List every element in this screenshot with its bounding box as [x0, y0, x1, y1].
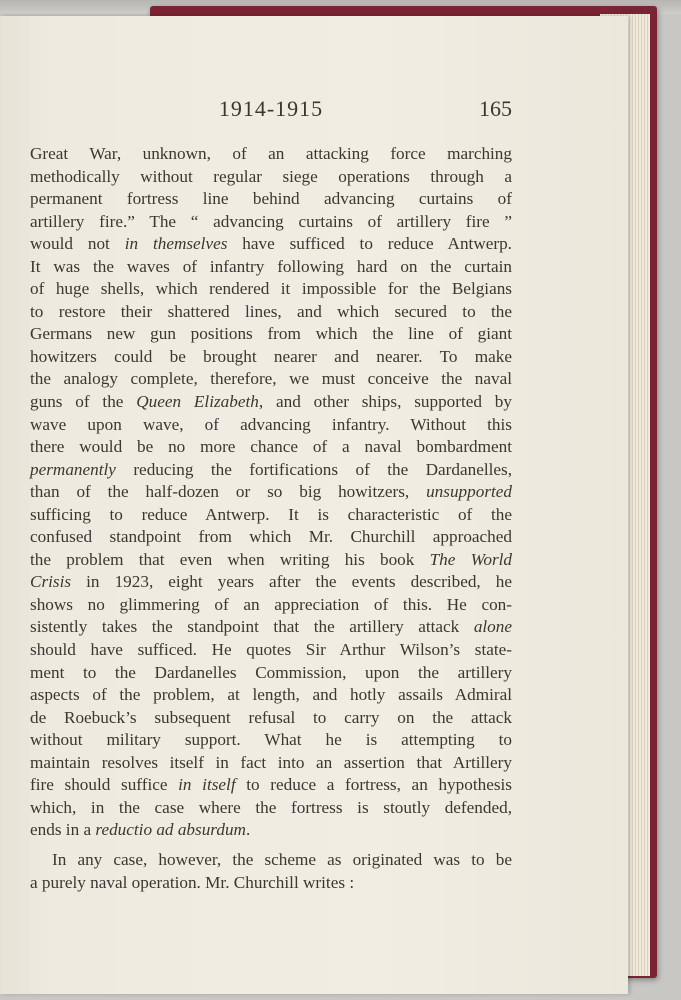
text-line: which, in the case where the fortress is stoutly defended, — [30, 797, 512, 817]
text-line: ends in a reductio ad absurdum. — [30, 820, 251, 840]
text-line: ment to the Dardanelles Commission, upon the artillery — [30, 662, 512, 682]
running-head: 1914-1915 — [218, 96, 324, 121]
text-line: sistently takes the standpoint that the artillery attack alone — [30, 617, 512, 637]
text-line: fire should suffice in itself to reduce a fortress, an hypothesis — [30, 775, 512, 795]
page-number: 165 — [479, 96, 512, 121]
text-line: permanently reducing the fortifications of the Dardanelles, — [30, 459, 512, 479]
body-text — [30, 143, 512, 894]
text-line: a purely naval operation. Mr. Churchill writes : — [30, 872, 355, 892]
text-line: the analogy complete, therefore, we must conceive the naval — [30, 369, 512, 389]
text-line: It was the waves of infantry following hard on the curtain — [30, 256, 512, 276]
italic-text: The World — [429, 549, 513, 569]
italic-text: reductio ad absurdum — [95, 820, 246, 840]
text-line: shows no glimmering of an appreciation of this. He con- — [30, 594, 512, 614]
text-line: methodically without regular siege operations through a — [30, 166, 512, 186]
text-line: Great War, unknown, of an attacking force marching — [30, 144, 512, 163]
italic-text: Queen Elizabeth — [136, 392, 259, 412]
italic-text: unsupported — [426, 482, 512, 502]
text-line: Crisis in 1923, eight years after the events described, he — [30, 572, 512, 592]
text-line: maintain resolves itself in fact into an assertion that Artillery — [30, 752, 512, 772]
page-header — [30, 96, 512, 126]
text-line: the problem that even when writing his book The World — [30, 549, 513, 569]
text-line: than of the half-dozen or so big howitzers, unsupported — [30, 482, 512, 502]
text-line: would not in themselves have sufficed to reduce Antwerp. — [30, 234, 512, 254]
text-line: without military support. What he is attempting to — [30, 730, 512, 750]
italic-text: in itself — [178, 775, 236, 795]
text-line: there would be no more chance of a naval bombardment — [30, 437, 512, 457]
paragraph-break — [30, 842, 512, 849]
text-line: de Roebuck’s subsequent refusal to carry on the attack — [30, 707, 512, 727]
italic-text: in themselves — [124, 234, 228, 254]
text-line: to restore their shattered lines, and which secured to the — [30, 301, 512, 321]
italic-text: alone — [473, 617, 512, 637]
text-line: permanent fortress line behind advancing curtains of — [30, 189, 512, 209]
italic-text: permanently — [30, 459, 116, 479]
text-line: of huge shells, which rendered it impossible for the Belgians — [30, 279, 512, 299]
text-line: guns of the Queen Elizabeth, and other ships, supported by — [30, 392, 512, 412]
text-line: aspects of the problem, at length, and hotly assails Admiral — [30, 685, 512, 705]
text-line: should have sufficed. He quotes Sir Arthur Wilson’s state- — [30, 640, 512, 660]
italic-text: Crisis — [30, 572, 72, 592]
book-page — [0, 16, 628, 994]
text-line: wave upon wave, of advancing infantry. Without this — [30, 414, 512, 434]
text-line: artillery fire.” The “ advancing curtains of artillery fire ” — [30, 211, 512, 231]
text-line: Germans new gun positions from which the line of giant — [30, 324, 512, 344]
text-line: howitzers could be brought nearer and nearer. To make — [30, 346, 512, 366]
text-line: In any case, however, the scheme as originated was to be — [52, 849, 512, 869]
text-line: confused standpoint from which Mr. Churchill approached — [30, 527, 512, 547]
text-line: sufficing to reduce Antwerp. It is characteristic of the — [30, 504, 512, 524]
